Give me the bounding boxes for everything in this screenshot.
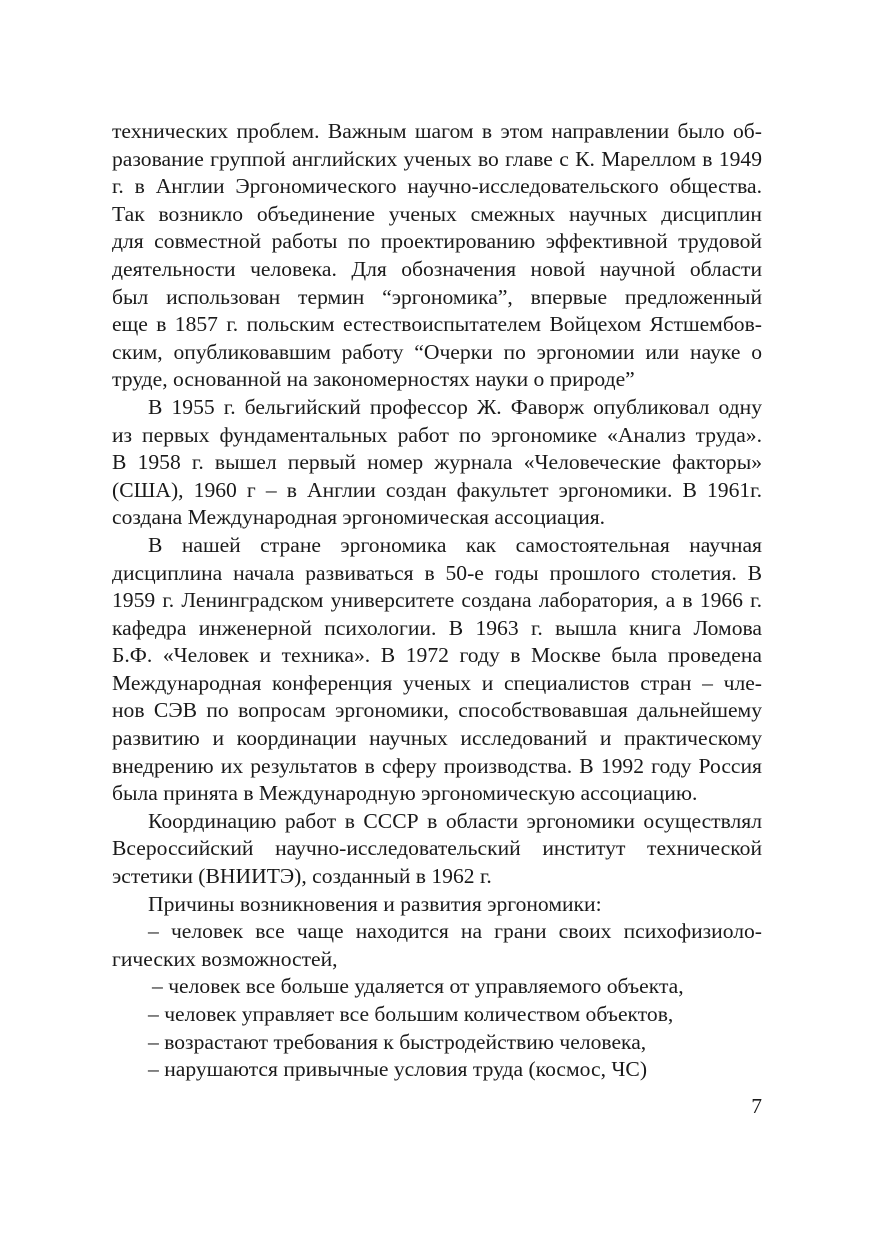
- text-line: нов СЭВ по вопросам эргономики, способствовавшая дальнейшему: [112, 698, 762, 723]
- list-heading: Причины возникновения и развития эргономики:: [148, 891, 602, 916]
- text-line: внедрению их результатов в сферу производства. В 1992 году Россия: [112, 753, 762, 778]
- page-number: 7: [751, 1094, 762, 1118]
- list-item-continuation: гических возможностей,: [112, 946, 338, 971]
- text-line: ским, опубликовавшим работу “Очерки по эргономии или науке о: [112, 339, 762, 364]
- text-line: 1959 г. Ленинградском университете создана лаборатория, а в 1966 г.: [112, 588, 762, 613]
- text-line: развитию и координации научных исследований и практическому: [112, 726, 762, 751]
- text-line: (США), 1960 г – в Англии создан факультет эргономики. В 1961г.: [112, 477, 762, 502]
- text-line: Международная конференция ученых и специалистов стран – чле-: [112, 670, 762, 695]
- text-line: технических проблем. Важным шагом в этом направлении было об-: [112, 119, 762, 143]
- list-item: – человек все больше удаляется от управляемого объекта,: [152, 974, 684, 999]
- list-item: – человек управляет все большим количеством объектов,: [148, 1002, 674, 1026]
- text-line: был использован термин “эргономика”, впервые предложенный: [112, 284, 762, 309]
- text-line: деятельности человека. Для обозначения новой научной области: [112, 256, 762, 281]
- text-line: была принята в Международную эргономическую ассоциацию.: [112, 781, 698, 806]
- text-line: еще в 1857 г. польским естествоиспытателем Войцехом Ястшембов-: [112, 312, 762, 337]
- text-line: Так возникло объединение ученых смежных научных дисциплин: [112, 201, 762, 226]
- text-line: г. в Англии Эргономического научно-исследовательского общества.: [112, 174, 762, 199]
- text-line: дисциплина начала развиваться в 50-е годы прошлого столетия. В: [112, 560, 762, 585]
- list-item: – человек все чаще находится на грани своих психофизиоло-: [148, 919, 762, 944]
- text-line: Б.Ф. «Человек и техника». В 1972 году в Москве была проведена: [112, 643, 762, 668]
- text-line: кафедра инженерной психологии. В 1963 г. вышла книга Ломова: [112, 615, 762, 640]
- list-item: – возрастают требования к быстродействию человека,: [148, 1029, 647, 1054]
- text-line: для совместной работы по проектированию эффективной трудовой: [112, 229, 762, 254]
- paragraph-start-line: Координацию работ в СССР в области эргономики осуществлял: [148, 808, 762, 833]
- paragraph-start-line: В 1955 г. бельгийский профессор Ж. Фаворж опубликовал одну: [148, 394, 762, 419]
- text-line: из первых фундаментальных работ по эргономике «Анализ труда».: [112, 422, 762, 447]
- text-line: создана Международная эргономическая ассоциация.: [112, 505, 606, 530]
- list-item: – нарушаются привычные условия труда (космос, ЧС): [148, 1057, 648, 1082]
- text-line: труде, основанной на закономерностях науки о природе”: [112, 367, 635, 392]
- page-body: [112, 118, 762, 1084]
- text-line: Всероссийский научно-исследовательский институт технической: [112, 836, 762, 861]
- text-line: В 1958 г. вышел первый номер журнала «Человеческие факторы»: [112, 450, 762, 475]
- text-line: эстетики (ВНИИТЭ), созданный в 1962 г.: [112, 864, 492, 889]
- text-line: разование группой английских ученых во главе с К. Мареллом в 1949: [112, 146, 762, 171]
- paragraph-start-line: В нашей стране эргономика как самостоятельная научная: [148, 532, 762, 557]
